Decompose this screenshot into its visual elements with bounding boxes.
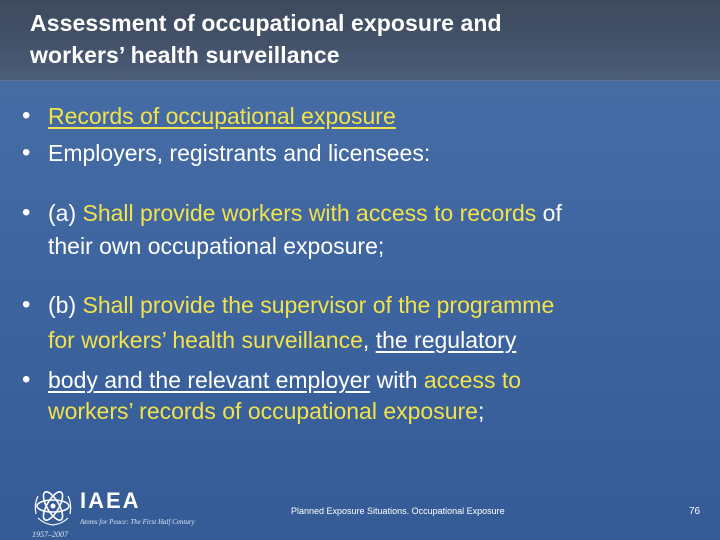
bullet-c-white: with (370, 367, 424, 393)
bullet-b-line-1 (48, 290, 554, 320)
iaea-tagline: Atoms for Peace: The First Half Century (80, 518, 195, 526)
bullet-marker: • (22, 366, 31, 393)
bullet-c-highlight: access to (423, 367, 522, 393)
bullet-b-line-2-comma: , (362, 327, 376, 353)
bullet-a-line-2: their own occupational exposure; (48, 233, 385, 259)
bullet-a-highlight: Shall provide workers with access to records (82, 200, 537, 226)
bullet-b-prefix: (b) (48, 292, 83, 318)
bullet-marker: • (22, 139, 31, 166)
atom-emblem-icon (30, 484, 76, 530)
slide-title-line-2: workers’ health surveillance (30, 42, 340, 68)
bullet-marker: • (22, 291, 31, 318)
bullet-marker: • (22, 199, 31, 226)
iaea-logo (30, 484, 220, 540)
page-number: 76 (689, 506, 701, 517)
slide-title-line-1: Assessment of occupational exposure and (30, 10, 502, 36)
bullet-c-line-2 (48, 396, 484, 426)
bullet-a-line-1 (48, 198, 562, 228)
bullet-b-line-2-highlight: for workers’ health surveillance (48, 327, 363, 353)
slide-title (30, 7, 690, 71)
bullet-b-line-2 (48, 325, 516, 355)
bullet-c-line-2-highlight: workers’ records of occupational exposure (48, 398, 478, 424)
bullet-a-prefix: (a) (48, 200, 83, 226)
footer-caption: Planned Exposure Situations. Occupational Exposure (291, 506, 505, 516)
bullet-employers: Employers, registrants and licensees: (48, 140, 431, 166)
bullet-b-highlight: Shall provide the supervisor of the programme (82, 292, 555, 318)
bullet-marker: • (22, 102, 31, 129)
records-link-text: Records of occupational exposure (48, 103, 396, 129)
bullet-b-line-2-underlined: the regulatory (375, 327, 517, 353)
bullet-a-suffix: of (536, 200, 562, 226)
iaea-logo-text: IAEA (80, 488, 141, 513)
bullet-records (48, 101, 396, 131)
bullet-c-underlined: body and the relevant employer (48, 367, 371, 393)
bullet-c-line-1 (48, 365, 521, 395)
iaea-years: 1957–2007 (32, 530, 68, 539)
bullet-c-line-2-end: ; (477, 398, 485, 424)
